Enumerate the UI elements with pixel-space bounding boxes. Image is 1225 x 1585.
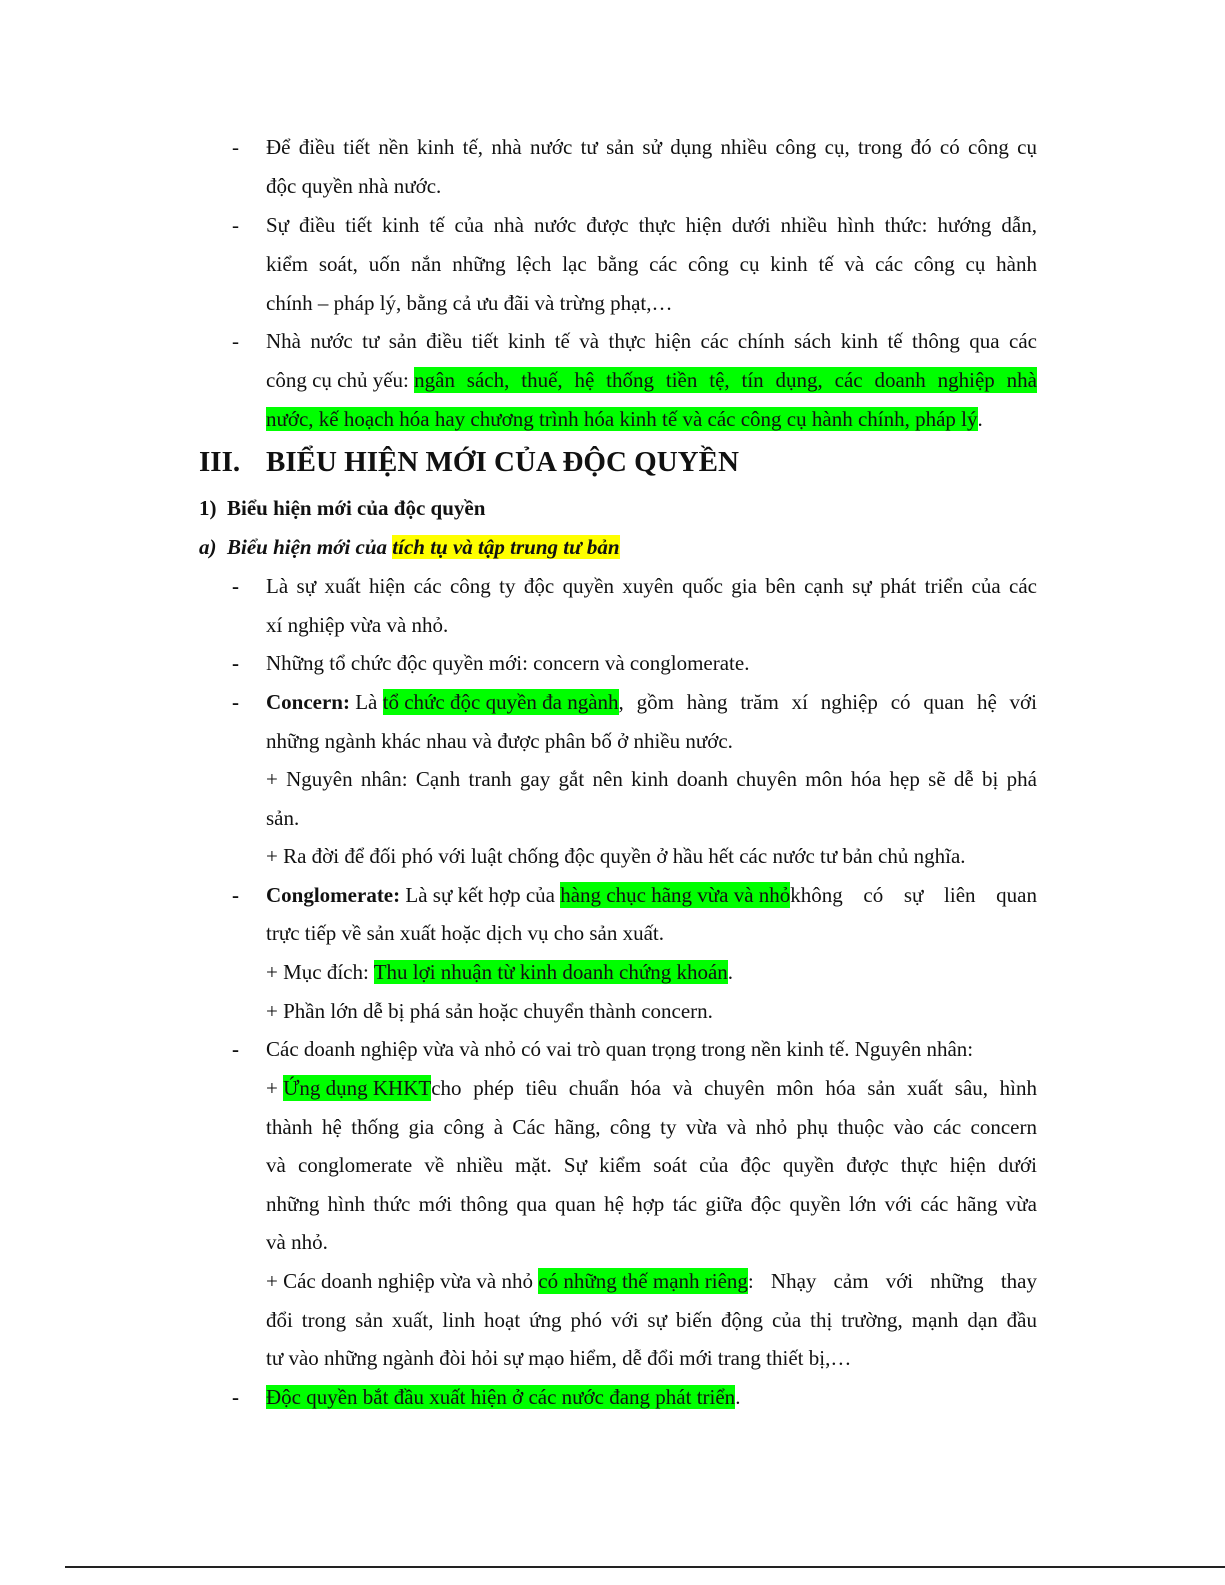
highlight-green: tổ chức độc quyền đa ngành [382, 690, 619, 714]
paragraph-line: Nhà nước tư sản điều tiết kinh tế và thực hiện các chính sách kinh tế thông qua các [266, 329, 1037, 353]
highlight-green: nước, kế hoạch hóa hay chương trình hóa kinh tế và các công cụ hành chính, pháp lý [266, 407, 978, 431]
paragraph-line: những hình thức mới thông qua quan hệ hợp tác giữa độc quyền lớn với các hãng vừa [266, 1192, 1037, 1216]
paragraph-line [266, 689, 1037, 715]
paragraph-line: sản. [266, 806, 300, 830]
paragraph-line: độc quyền nhà nước. [266, 174, 442, 198]
paragraph-line [266, 959, 733, 985]
paragraph-line: và conglomerate về nhiều mặt. Sự kiểm soát của độc quyền được thực hiện dưới [266, 1153, 1037, 1177]
highlight-green: có những thế mạnh riêng [538, 1269, 748, 1293]
section-number: III. [199, 446, 241, 478]
paragraph-line: Để điều tiết nền kinh tế, nhà nước tư sản sử dụng nhiều công cụ, trong đó có công cụ [266, 135, 1037, 159]
bullet-dash: - [232, 883, 239, 907]
paragraph-line: + Phần lớn dễ bị phá sản hoặc chuyển thành concern. [266, 999, 713, 1023]
highlight-green: ngân sách, thuế, hệ thống tiền tệ, tín dụng, các doanh nghiệp nhà [414, 368, 1037, 392]
paragraph-line: kiểm soát, uốn nắn những lệch lạc bằng các công cụ kinh tế và các công cụ hành [266, 252, 1037, 276]
term-conglomerate: Conglomerate: [266, 883, 401, 907]
text-run: . [977, 407, 983, 431]
text-run: . [727, 960, 734, 984]
highlight-green: Ứng dụng KHKT [283, 1076, 432, 1100]
text-run: công cụ chủ yếu: [266, 368, 415, 392]
bullet-dash: - [232, 574, 239, 598]
text-run: , gồm hàng trăm xí nghiệp có quan hệ với [618, 690, 1037, 714]
subsubsection-heading [199, 534, 620, 560]
paragraph-line: đổi trong sản xuất, linh hoạt ứng phó với sự biến động của thị trường, mạnh dạn đầu [266, 1308, 1037, 1332]
paragraph-line: Sự điều tiết kinh tế của nhà nước được thực hiện dưới nhiều hình thức: hướng dẫn, [266, 213, 1037, 237]
paragraph-line [266, 882, 1037, 908]
paragraph-line [266, 367, 1037, 393]
text-run: . [735, 1385, 741, 1409]
text-run: + Mục đích: [266, 960, 374, 984]
bullet-dash: - [232, 135, 239, 159]
paragraph-line: + Ra đời để đối phó với luật chống độc quyền ở hầu hết các nước tư bản chủ nghĩa. [266, 844, 966, 868]
text-run: + Các doanh nghiệp vừa và nhỏ [266, 1269, 539, 1293]
text-run: Là [349, 690, 383, 714]
page-bottom-divider [65, 1566, 1225, 1568]
paragraph-line [266, 1268, 1037, 1294]
text-run: : Nhạy cảm với những thay [747, 1269, 1037, 1293]
text-run: Là sự kết hợp của [400, 883, 561, 907]
paragraph-line [266, 1384, 740, 1410]
paragraph-line [266, 1075, 1037, 1101]
paragraph-line: xí nghiệp vừa và nhỏ. [266, 613, 449, 637]
paragraph-line: Là sự xuất hiện các công ty độc quyền xuyên quốc gia bên cạnh sự phát triển của các [266, 574, 1037, 598]
text-run: cho phép tiêu chuẩn hóa và chuyên môn hóa sản xuất sâu, hình [431, 1076, 1037, 1100]
subsection-heading: 1) Biểu hiện mới của độc quyền [199, 496, 486, 520]
bullet-dash: - [232, 651, 239, 675]
term-concern: Concern: [266, 690, 350, 714]
bullet-dash: - [232, 1037, 239, 1061]
bullet-dash: - [232, 213, 239, 237]
bullet-dash: - [232, 690, 239, 714]
text-run: a) Biểu hiện mới của [199, 535, 393, 559]
paragraph-line: tư vào những ngành đòi hỏi sự mạo hiểm, dễ đổi mới trang thiết bị,… [266, 1346, 852, 1370]
bullet-dash: - [232, 1385, 239, 1409]
paragraph-line: Các doanh nghiệp vừa và nhỏ có vai trò quan trọng trong nền kinh tế. Nguyên nhân: [266, 1037, 974, 1061]
text-run: không có sự liên quan [790, 883, 1037, 907]
section-title: BIỂU HIỆN MỚI CỦA ĐỘC QUYỀN [266, 446, 739, 478]
paragraph-line: những ngành khác nhau và được phân bố ở nhiều nước. [266, 729, 733, 753]
paragraph-line: + Nguyên nhân: Cạnh tranh gay gắt nên kinh doanh chuyên môn hóa hẹp sẽ dễ bị phá [266, 767, 1037, 791]
text-run: + [266, 1076, 284, 1100]
paragraph-line: Những tổ chức độc quyền mới: concern và conglomerate. [266, 651, 750, 675]
highlight-yellow: tích tụ và tập trung tư bản [392, 535, 620, 559]
highlight-green: Độc quyền bắt đầu xuất hiện ở các nước đang phát triển [266, 1385, 736, 1409]
paragraph-line: và nhỏ. [266, 1230, 328, 1254]
highlight-green: hàng chục hãng vừa và nhỏ [560, 883, 791, 907]
paragraph-line: trực tiếp về sản xuất hoặc dịch vụ cho sản xuất. [266, 921, 665, 945]
bullet-dash: - [232, 329, 239, 353]
highlight-green: Thu lợi nhuận từ kinh doanh chứng khoán [373, 960, 728, 984]
paragraph-line: chính – pháp lý, bằng cả ưu đãi và trừng phạt,… [266, 291, 673, 315]
paragraph-line: thành hệ thống gia công à Các hãng, công ty vừa và nhỏ phụ thuộc vào các concern [266, 1115, 1037, 1139]
paragraph-line [266, 406, 983, 432]
